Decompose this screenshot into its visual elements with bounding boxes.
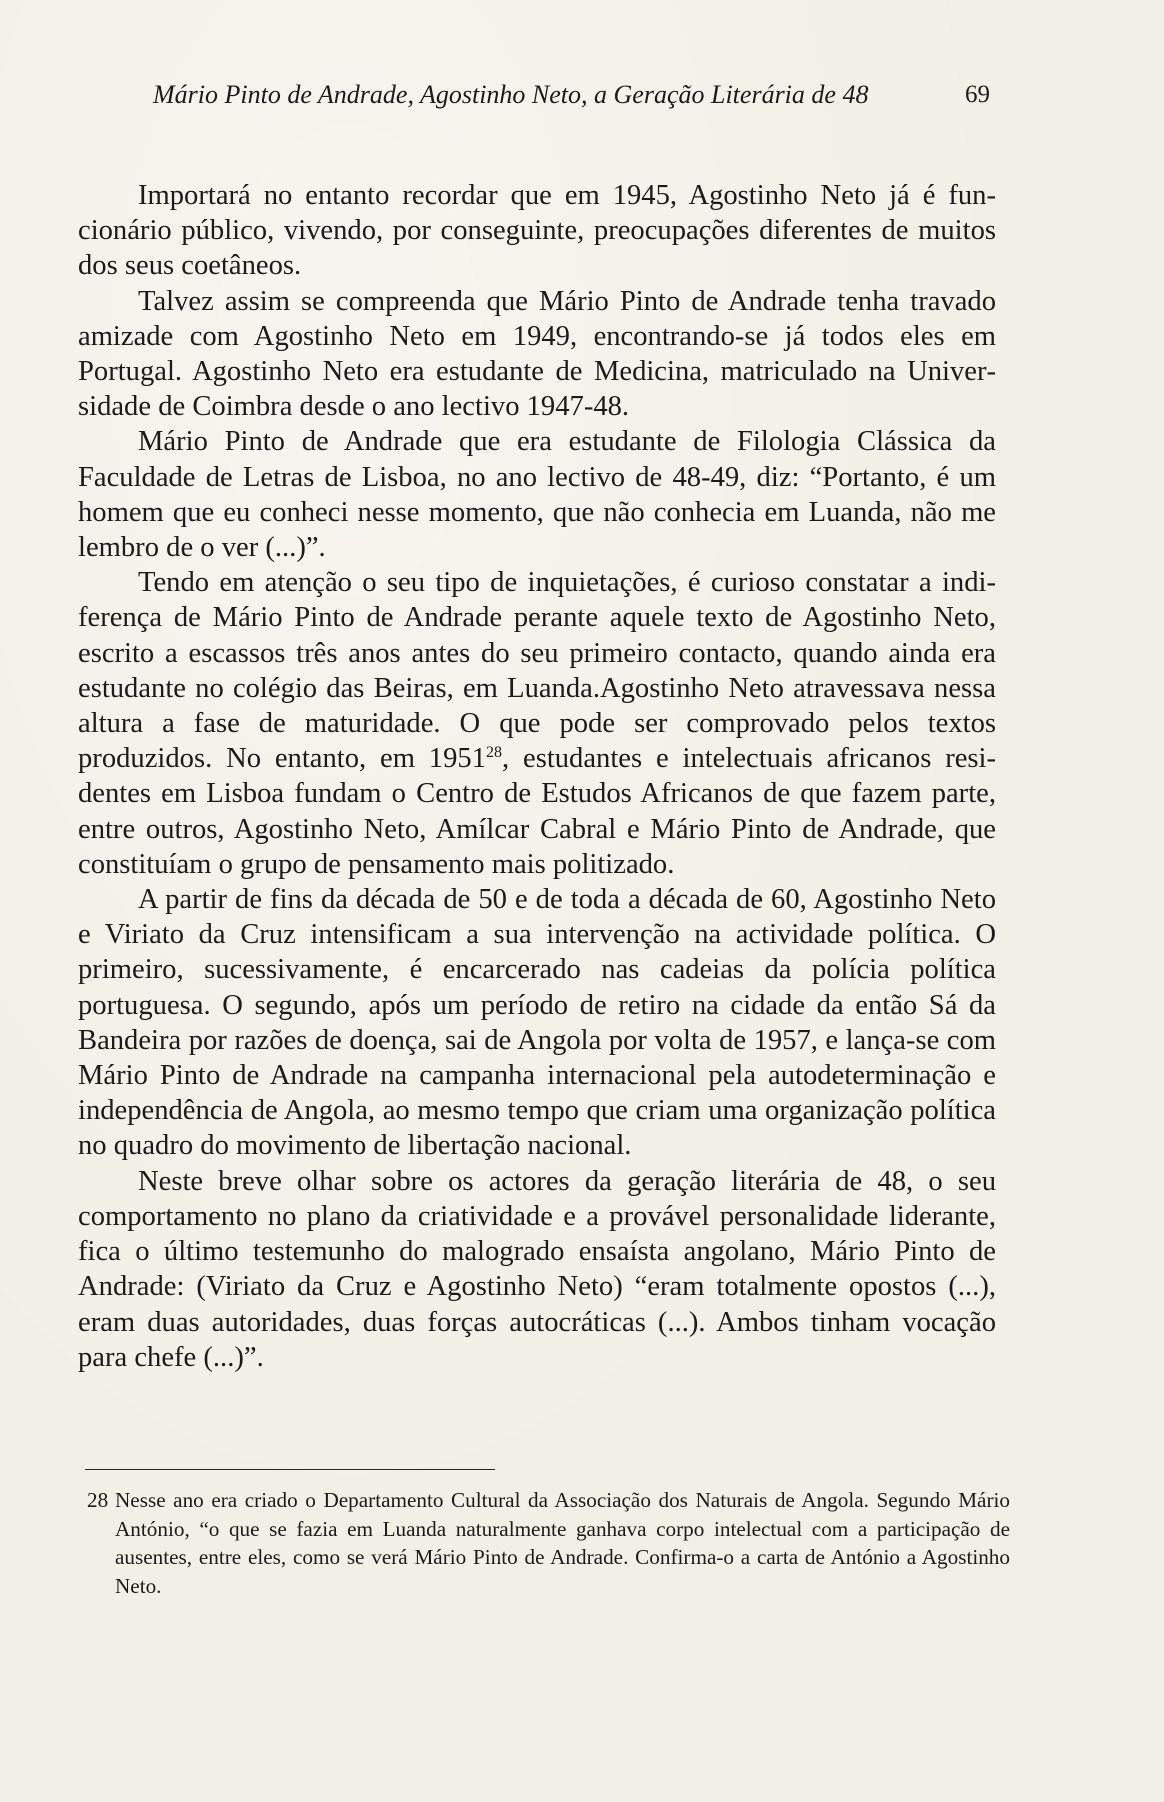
paragraph-6: Neste breve olhar sobre os actores da geração literária de 48, o seu comportamento no plano da criatividade e a provável personalidade liderante, fica o último testemunho do malogrado ensaísta angolano, Mário Pinto de Andrade: (Viriato da Cruz e Agostinho Neto) “eram totalmente opostos (...), eram duas autoridades, duas forças autocráticas (...). Ambos tinham vocação para chefe (...)”. xyxy=(78,1165,996,1373)
paragraph-4-text-before-note: Tendo em atenção o seu tipo de inquietações, é curioso constatar a indiferença de Mário Pinto de Andrade perante aquele texto de Agostinho Neto, escrito a escassos três anos antes do seu primeiro contacto, quando ainda era estudante no colégio das Beiras, em Luanda.Agostinho Neto atravessava nessa altura a fase de maturidade. O que pode ser comprovado pelos textos produzidos. No entanto, em 1951 xyxy=(78,567,996,775)
paragraph-4-text-after-note: , estudantes e intelectuais africanos residentes em Lisboa fundam o Centro de Estudos Africanos de que fazem parte, entre outros, Agostinho Neto, Amílcar Cabral e Mário Pinto de Andrade, que constituíam o grupo de pensamento mais politizado. xyxy=(78,743,997,880)
footnote-reference: 28 xyxy=(486,744,502,762)
footnote-number: 28 xyxy=(87,1488,109,1512)
paragraph-4 xyxy=(78,565,996,882)
page-number: 69 xyxy=(965,81,990,108)
paragraph-5: A partir de fins da década de 50 e de toda a década de 60, Agostinho Neto e Viriato da Cruz intensificam a sua intervenção na actividade política. O primeiro, sucessivamente, é encarcerado nas cadeias da polícia política portuguesa. O segundo, após um período de retiro na cidade da então Sá da Bandeira por razões de doença, sai de Angola por volta de 1957, e lança-se com Mário Pinto de Andrade na campanha internacional pela autodeterminação e independência de Angola, ao mesmo tempo que criam uma organização política no quadro do movimento de libertação nacional. xyxy=(78,884,996,1162)
footnote-text: Nesse ano era criado o Departamento Cultural da Associação dos Naturais de Angola. Segundo Mário António, “o que se fazia em Luanda naturalmente ganhava corpo intelectual com a participação de ausentes, entre eles, como se verá Mário Pinto de Andrade. Confirma-o a carta de António a Agostinho Neto. xyxy=(115,1488,1010,1598)
running-header xyxy=(153,78,990,112)
footnote-divider xyxy=(85,1469,495,1470)
running-title: Mário Pinto de Andrade, Agostinho Neto, a Geração Literária de 48 xyxy=(153,80,869,109)
paragraph-3: Mário Pinto de Andrade que era estudante de Filologia Clássica da Faculdade de Letras de Lisboa, no ano lectivo de 48-49, diz: “Portanto, é um homem que eu conheci nesse momento, que não conhecia em Luanda, não me lembro de o ver (...)”. xyxy=(78,426,996,564)
main-text xyxy=(78,178,996,1375)
paragraph-1: Importará no entanto recordar que em 1945, Agostinho Neto já é funcionário público, vivendo, por conseguinte, preocupações diferentes de muitos dos seus coetâneos. xyxy=(78,180,996,282)
footnote xyxy=(85,1486,1010,1600)
paragraph-2: Talvez assim se compreenda que Mário Pinto de Andrade tenha travado amizade com Agostinho Neto em 1949, encontrando-se já todos eles em Portugal. Agostinho Neto era estudante de Medicina, matriculado na Universidade de Coimbra desde o ano lectivo 1947-48. xyxy=(78,285,996,423)
